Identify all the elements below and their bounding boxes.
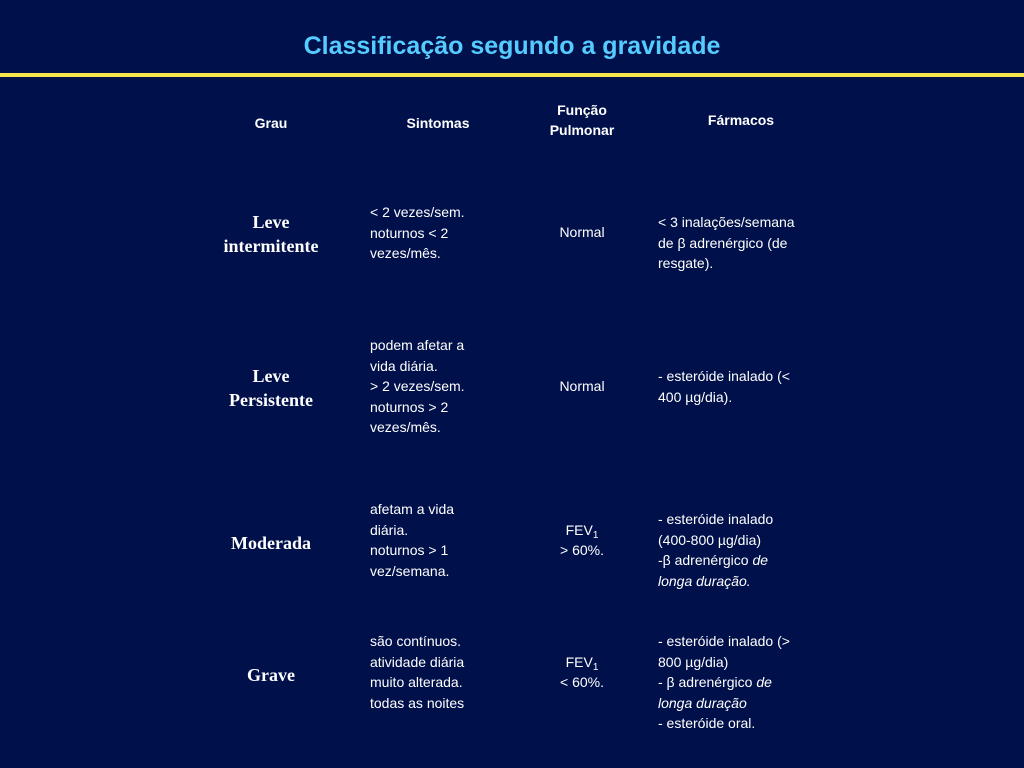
row-2-grau	[206, 364, 336, 412]
row-2-grau-line-1: Leve	[252, 366, 290, 386]
row-1-sintomas-line-3: vezes/mês.	[370, 245, 441, 261]
row-3-farmacos	[658, 509, 838, 591]
row-2-farmacos-line-2: 400 µg/dia).	[658, 388, 733, 405]
row-1-grau-line-1: Leve	[252, 212, 290, 232]
row-3-farmacos-line-2: (400-800 µg/dia)	[658, 531, 762, 548]
row-1-farmacos-line-1: < 3 inalações/semana	[658, 214, 795, 230]
row-1-grau	[206, 210, 336, 258]
row-4-farmacos-line-3	[658, 672, 838, 693]
row-2-sintomas-line-2: vida diária.	[370, 357, 438, 374]
row-2-farmacos-line-1: - esteróide inalado (<	[658, 368, 790, 384]
row-2-grau-line-2: Persistente	[229, 390, 313, 410]
page-title: Classificação segundo a gravidade	[303, 32, 721, 60]
row-4-farmacos	[658, 631, 838, 734]
row-4-farmacos-line-1: - esteróide inalado (>	[658, 633, 790, 649]
row-2-sintomas-line-5: vezes/mês.	[370, 419, 441, 435]
row-3-sintomas	[370, 499, 510, 581]
row-2-funcao	[532, 376, 632, 396]
row-4-fev-label: FEV	[565, 654, 593, 670]
row-4-funcao	[532, 652, 632, 692]
row-1-funcao	[532, 222, 632, 242]
row-3-fev-subscript: 1	[592, 530, 599, 541]
row-3-farmacos-line-3-italic: de	[752, 552, 769, 568]
row-1-sintomas	[370, 202, 510, 264]
row-3-funcao	[532, 520, 632, 560]
row-3-farmacos-line-3-plain: -β adrenérgico	[658, 552, 753, 568]
row-4-farmacos-line-2: 800 µg/dia)	[658, 653, 729, 670]
row-3-farmacos-line-1: - esteróide inalado	[658, 511, 774, 527]
row-4-farmacos-line-3-plain: - β adrenérgico	[658, 674, 757, 690]
row-4-farmacos-line-4: longa duração	[658, 694, 747, 711]
row-2-funcao-value: Normal	[559, 378, 605, 394]
row-3-funcao-value: > 60%.	[560, 542, 604, 558]
row-4-farmacos-line-3-italic: de	[756, 674, 772, 690]
row-2-sintomas	[370, 335, 510, 438]
row-2-farmacos	[658, 366, 838, 407]
row-2-sintomas-line-4: noturnos > 2	[370, 398, 449, 415]
row-3-grau	[206, 531, 336, 555]
title-divider	[0, 73, 1024, 77]
row-1-farmacos-line-2: de β adrenérgico (de	[658, 234, 788, 251]
row-4-sintomas	[370, 631, 510, 713]
row-3-sintomas-line-2: diária.	[370, 521, 409, 538]
row-4-funcao-value: < 60%.	[560, 674, 604, 690]
row-4-sintomas-line-4: todas as noites	[370, 694, 465, 711]
row-2-sintomas-line-1: podem afetar a	[370, 337, 465, 353]
row-1-sintomas-line-2: noturnos < 2	[370, 224, 449, 241]
row-4-grau-line-1: Grave	[247, 665, 295, 685]
row-4-grau	[206, 663, 336, 687]
row-3-sintomas-line-3: noturnos > 1	[370, 542, 449, 558]
row-4-sintomas-line-1: são contínuos.	[370, 633, 462, 649]
row-3-grau-line-1: Moderada	[231, 533, 311, 553]
row-1-sintomas-line-1: < 2 vezes/sem.	[370, 204, 465, 220]
row-3-funcao-fev	[532, 520, 632, 540]
row-3-farmacos-line-3	[658, 550, 838, 571]
row-1-grau-line-2: intermitente	[223, 236, 319, 256]
row-1-farmacos-line-3: resgate).	[658, 255, 714, 271]
row-3-sintomas-line-1: afetam a vida	[370, 501, 455, 517]
header-farmacos: Fármacos	[707, 112, 775, 128]
header-funcao-line-2: Pulmonar	[549, 122, 615, 138]
header-grau: Grau	[254, 115, 288, 131]
row-1-funcao-value: Normal	[559, 224, 605, 240]
row-3-farmacos-line-4: longa duração.	[658, 572, 751, 589]
row-1-farmacos	[658, 212, 838, 274]
row-4-fev-subscript: 1	[592, 662, 599, 673]
header-funcao-pulmonar	[532, 100, 632, 140]
row-3-fev-label: FEV	[565, 522, 593, 538]
row-4-sintomas-line-2: atividade diária	[370, 653, 465, 670]
row-4-farmacos-line-5: - esteróide oral.	[658, 715, 756, 731]
row-4-funcao-fev	[532, 652, 632, 672]
header-sintomas: Sintomas	[406, 115, 470, 131]
row-3-sintomas-line-4: vez/semana.	[370, 562, 450, 579]
row-4-sintomas-line-3: muito alterada.	[370, 674, 463, 690]
header-funcao-line-1: Função	[557, 102, 607, 118]
row-2-sintomas-line-3: > 2 vezes/sem.	[370, 378, 465, 394]
